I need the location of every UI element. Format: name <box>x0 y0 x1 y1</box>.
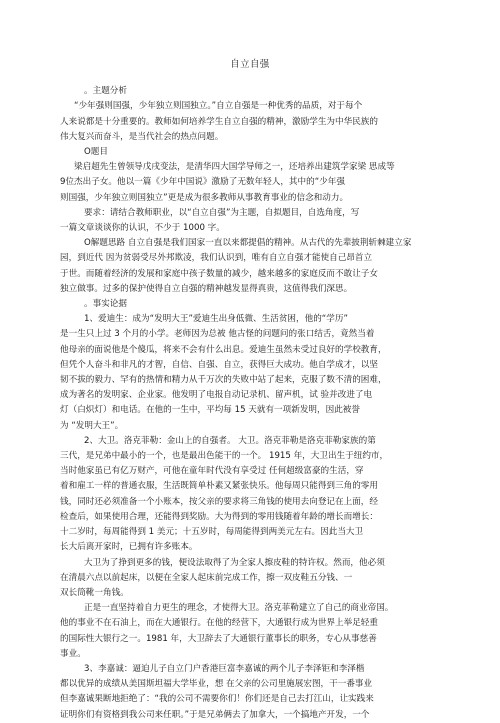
paragraph-line: 双长筒靴一角钱。 <box>60 587 129 598</box>
paragraph-line: “少年强则国强，少年独立则国独立。”自立自强是一种优秀的品质，对于每个 <box>74 101 363 112</box>
paragraph-line: 在清晨六点以前起床，以便在全家人起床前完成工作，擦一双皮鞋五分钱、一 <box>60 572 353 583</box>
paragraph-line: 他的事业不在石油上，而在大通银行。在他的经营下，大通银行成为世界上举足轻重 <box>60 618 378 629</box>
paragraph-line: 钱，同时还必须准备一个小账本，按父亲的要求将三角钱的使用去向登记在上面，经 <box>60 496 378 507</box>
paragraph-line: 2、大卫。洛克菲勒：金山上的自强者。 大卫。洛克菲勒是洛克菲勒家族的第 <box>84 435 376 446</box>
paragraph-line: 证明你们有资格到我公司来任职。”于是兄弟俩去了加拿大，一个搞地产开发，一个 <box>60 709 370 720</box>
paragraph-line: 是一生只上过 3 个月的小学。老师因为总被 他古怪的问题问的张口结舌，竟然当着 <box>60 329 375 340</box>
paragraph-line: 独立做事。过多的保护使得自立自强的精神越发显得真贵，这值得我们深思。 <box>60 283 353 294</box>
paragraph-line: 为 “发明大王”。 <box>60 420 124 431</box>
paragraph-line: 9位杰出子女。他以一篇《少年中国说》激励了无数年轻人，其中的“少年强 <box>60 177 345 188</box>
paragraph-line: 3、李嘉诚：逼迫儿子自立门户香港巨富李嘉诚的两个儿子李泽钜和李泽楷 <box>84 663 365 674</box>
paragraph-line: 于世。而随着经济的发展和家庭中孩子数量的减少，越来越多的家庭反而不敢让子女 <box>60 268 378 279</box>
paragraph-line: 园，到近代 因为贫弱受尽外邦欺凌，我们认识到，唯有自立自强才能使自己昂首立 <box>60 253 373 264</box>
paragraph-line: 事业。 <box>60 648 86 659</box>
section-heading-topic-analysis: 。主题分析 <box>84 86 127 97</box>
paragraph-line: 则国强，少年独立则国独立”更是成为很多教师从事教育事业的信念和动力。 <box>60 192 349 203</box>
paragraph-line: 都以优异的成绩从美国斯坦福大学毕业，想 在父亲的公司里施展宏图，干一番事业 <box>60 679 373 690</box>
paragraph-line: 正是一直坚持着自力更生的理念，才使得大卫。洛克菲勒建立了自己的商业帝国。 <box>84 603 394 614</box>
paragraph-line: 当时他家虽已有亿万财产，可他在童年时代没有享受过 任何超级富豪的生活，穿 <box>60 466 364 477</box>
paragraph-line: 十二岁时，每周能得到 1 美元；十五岁时，每周能得到两美元左右。因此当大卫 <box>60 527 364 538</box>
paragraph-line: 但凭个人奋斗和非凡的才智，自信、自强、自立，获得巨大成功。他自学成才，以坚 <box>60 359 378 370</box>
paragraph-line: 长大后离开家时，已拥有许多账本。 <box>60 542 198 553</box>
document-title: 自立自强 <box>230 59 270 70</box>
paragraph-line: 要求：请结合教师职业，以“自立自强”为主题，自拟题目，自选角度，写 <box>84 207 360 218</box>
paragraph-line: 灯（白炽灯）和电话。在他的一生中，平均每 15 天就有一项新发明，因此被誉 <box>60 405 360 416</box>
paragraph-line: 人来说都是十分重要的。教师如何培养学生自立自强的精神，激励学生为中华民族的 <box>60 116 378 127</box>
section-heading-question: O题目 <box>84 147 108 158</box>
paragraph-line: 1、爱迪生：成为“发明大王”爱迪生出身低微、生活贫困，他的“学历” <box>84 314 348 325</box>
section-heading-evidence: 。事实论据 <box>84 299 127 310</box>
paragraph-line: 着和雇工一样的普通衣服，生活既简单朴素又紧张快乐。他每周只能得到三角的零用 <box>60 481 378 492</box>
paragraph-line: 伟大复兴而奋斗，是当代社会的热点问题。 <box>60 131 224 142</box>
paragraph-line: 成为著名的发明家、企业家。他发明了电报自动记录机、留声机，试 验并改进了电 <box>60 390 373 401</box>
paragraph-line: 一篇文章谈谈你的认识，不少于 1000 字。 <box>60 223 225 234</box>
paragraph-line: 他母亲的面说他是个傻瓜，将来不会有什么出息。爱迪生虽然未受过良好的学校教育， <box>60 344 387 355</box>
paragraph-line: 梁启超先生曾领导戊戌变法，是清华四大国学导师之一，还培养出建筑学家梁 思成等 <box>74 162 395 173</box>
paragraph-line: 大卫为了挣到更多的钱，便设法取得了为全家人擦皮鞋的特许权。然而，他必须 <box>84 557 385 568</box>
paragraph-line: 三代，是兄弟中最小的一个，也是最出色能干的一个。 1915 年，大卫出生于纽约市， <box>60 451 389 462</box>
paragraph-line: 检查后，如果使用合理，还能得到奖励。大为得到的零用钱随着年龄的增长而增长： <box>60 511 378 522</box>
paragraph-line: 韧不拔的毅力、罕有的热情和精力从千万次的失败中站了起来，克服了数不清的困难， <box>60 375 387 386</box>
paragraph-line: 的国际性大银行之一。1981 年，大卫辞去了大通银行董事长的职务，专心从事慈善 <box>60 633 377 644</box>
section-heading-approach: O解题思路 自立自强是我们国家一直以来都提倡的精神。从古代的先辈披荆斩棘建立家 <box>84 238 412 249</box>
paragraph-line: 但李嘉诚果断地拒绝了：“我的公司不需要你们！你们还是自己去打江山，让实践来 <box>60 694 374 705</box>
